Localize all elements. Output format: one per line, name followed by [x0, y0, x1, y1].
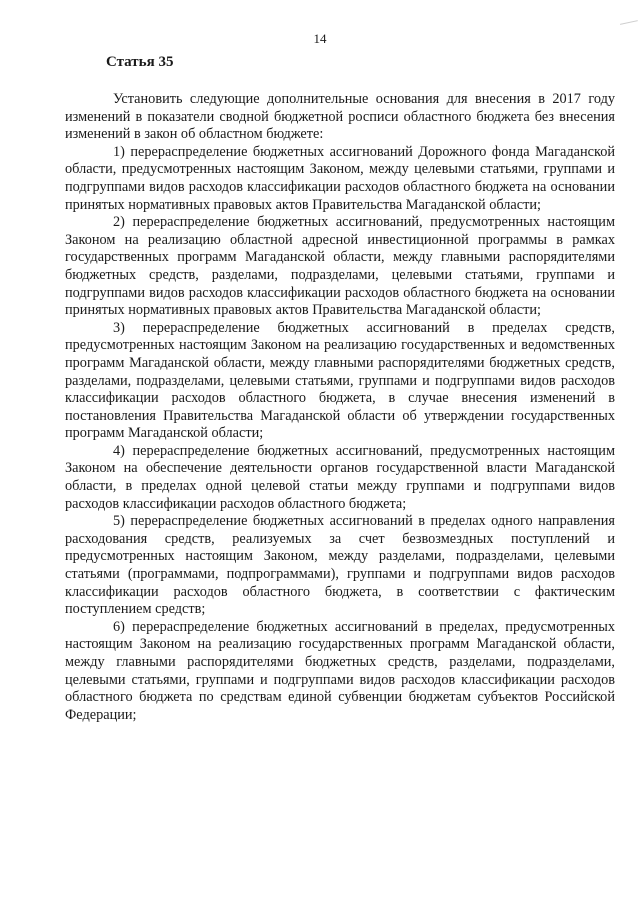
list-item-1: 1) перераспределение бюджетных ассигнований Дорожного фонда Магаданской области, предусмотренных настоящим Законом, между целевыми статьями, группами и подгруппами видов расходов классификации расходов областного бюджета на основании принятых нормативных правовых актов Правительства Магаданской области; — [65, 143, 615, 213]
article-body — [65, 91, 615, 724]
list-item-5: 5) перераспределение бюджетных ассигнований в пределах одного направления расходования средств, реализуемых за счет безвозмездных поступлений и предусмотренных настоящим Законом, между разделами, подразделами, целевыми статьями (программами, подпрограммами), группами и подгруппами видов расходов классификации расходов областного бюджета, в соответствии с фактическим поступлением средств; — [65, 513, 615, 618]
list-item-2: 2) перераспределение бюджетных ассигнований, предусмотренных настоящим Законом на реализацию областной адресной инвестиционной программы в рамках государственных программ Магаданской области, между главными распорядителями бюджетных средств, разделами, подразделами, целевыми статьями, группами и подгруппами видов расходов классификации расходов областного бюджета на основании принятых нормативных правовых актов Правительства Магаданской области; — [65, 214, 615, 319]
intro-paragraph: Установить следующие дополнительные основания для внесения в 2017 году изменений в показатели сводной бюджетной росписи областного бюджета без внесения изменений в закон об областном бюджете: — [65, 91, 615, 143]
list-item-3: 3) перераспределение бюджетных ассигнований в пределах средств, предусмотренных настоящим Законом на реализацию государственных и ведомственных программ Магаданской области, между главными распорядителями бюджетных средств, разделами, подразделами, целевыми статьями, группами и подгруппами видов расходов классификации расходов областного бюджета, в случае внесения изменений в постановления Правительства Магаданской области об утверждении государственных программ Магаданской области; — [65, 319, 615, 442]
scan-corner-mark — [620, 20, 638, 26]
list-item-6: 6) перераспределение бюджетных ассигнований в пределах, предусмотренных настоящим Законом на реализацию государственных программ Магаданской области, между главными распорядителями бюджетных средств, разделами, подразделами, целевыми статьями, группами и подгруппами видов расходов классификации расходов областного бюджета по средствам единой субвенции бюджетам субъектов Российской Федерации; — [65, 618, 615, 723]
page-number: 14 — [313, 31, 327, 46]
article-title: Статья 35 — [106, 54, 174, 70]
list-item-4: 4) перераспределение бюджетных ассигнований, предусмотренных настоящим Законом на обеспечение деятельности органов государственной власти Магаданской области, в пределах одной целевой статьи между группами и подгруппами видов расходов классификации расходов областного бюджета; — [65, 442, 615, 512]
